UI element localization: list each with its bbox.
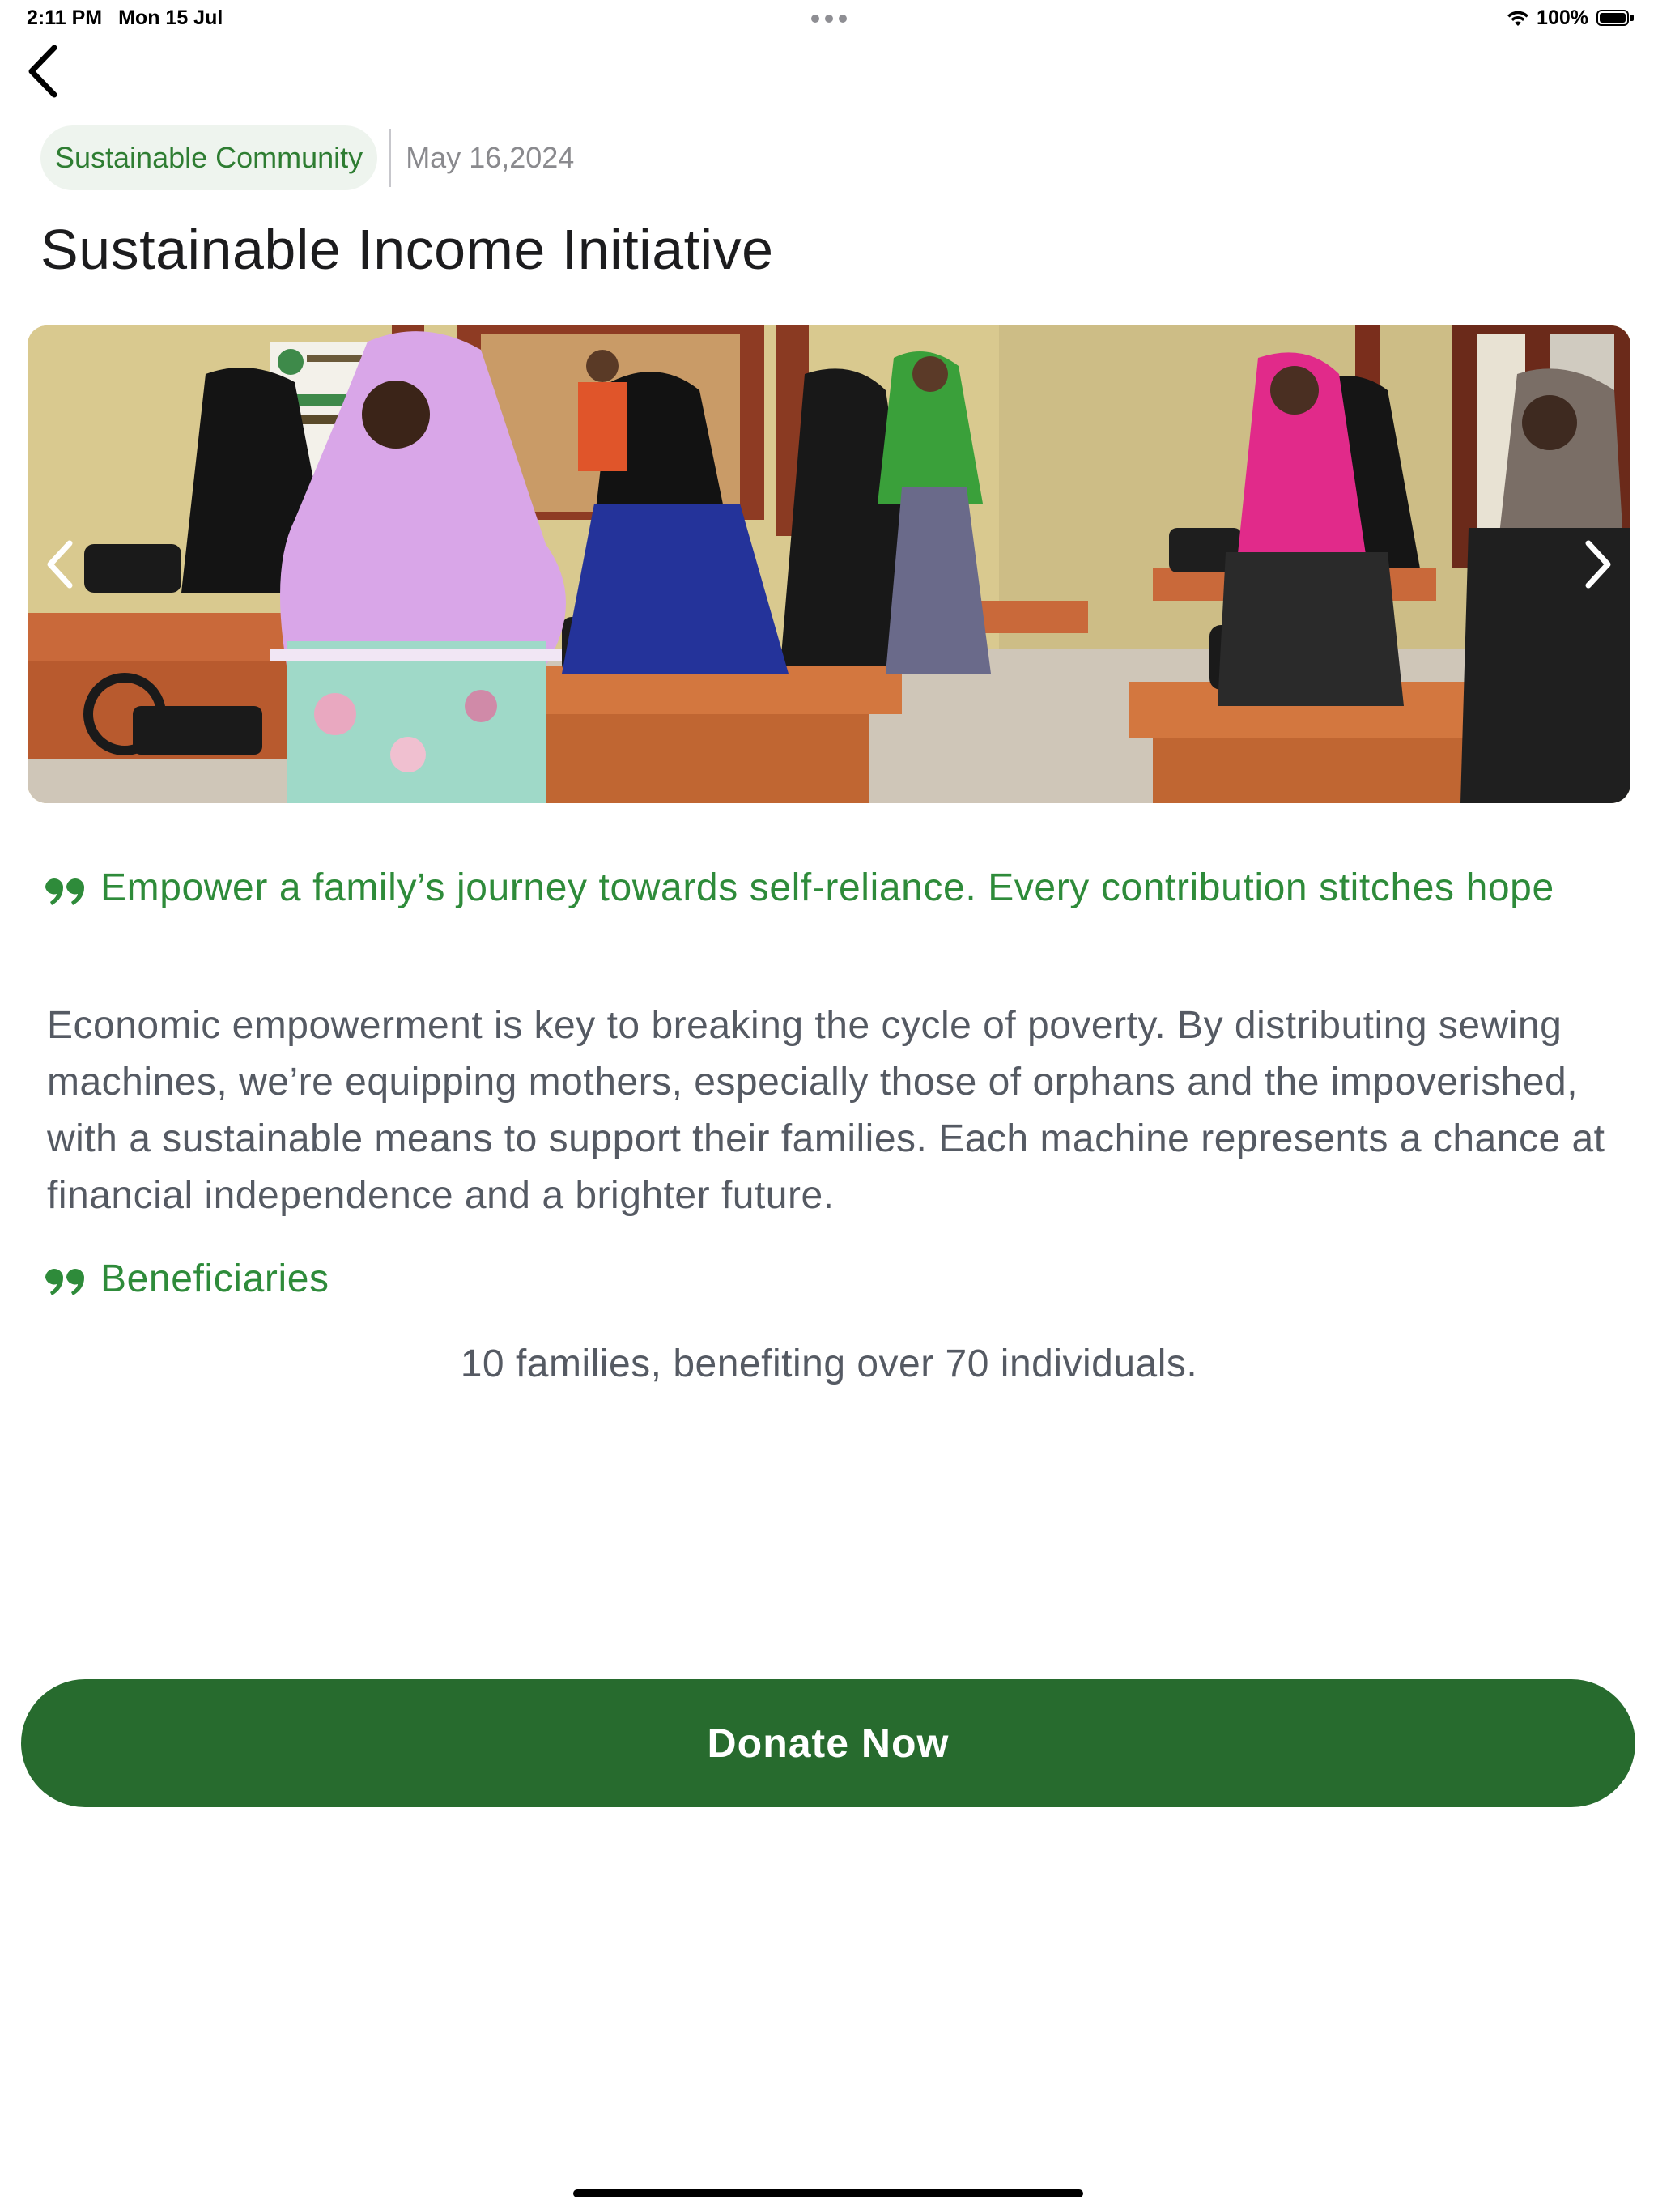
back-button[interactable] bbox=[18, 40, 66, 101]
multitasking-dots-icon[interactable] bbox=[811, 15, 847, 23]
donate-now-button[interactable]: Donate Now bbox=[21, 1679, 1635, 1807]
beneficiaries-value: 10 families, benefiting over 70 individuals. bbox=[460, 1342, 1198, 1385]
quote-text: Empower a family’s journey towards self-reliance. Every contribution stitches hope bbox=[100, 866, 1554, 909]
status-time-date bbox=[27, 6, 239, 30]
status-date: Mon 15 Jul bbox=[118, 6, 223, 29]
status-bar bbox=[0, 0, 1658, 39]
quote-block bbox=[42, 860, 1621, 917]
battery-icon bbox=[1596, 10, 1634, 28]
status-time: 2:11 PM bbox=[27, 6, 103, 29]
category-tag[interactable]: Sustainable Community bbox=[40, 125, 377, 190]
beneficiaries-label: Beneficiaries bbox=[100, 1257, 329, 1300]
carousel-image bbox=[28, 325, 1630, 803]
status-indicators bbox=[1506, 6, 1634, 30]
page-title: Sustainable Income Initiative bbox=[40, 218, 774, 281]
battery-percentage: 100% bbox=[1537, 6, 1588, 29]
chevron-left-icon bbox=[44, 538, 76, 590]
chevron-left-icon bbox=[25, 45, 59, 98]
beneficiaries-heading bbox=[42, 1251, 329, 1308]
description-text: Economic empowerment is key to breaking the cycle of poverty. By distributing sewing machines, we’re equipping mothers, especially those of orphans and the impoverished, with a sustainable means to support their families. Each machine represents a chance at financial independence and a brighter future. bbox=[47, 1004, 1605, 1217]
image-carousel[interactable] bbox=[28, 325, 1630, 803]
carousel-prev-button[interactable] bbox=[28, 524, 92, 605]
chevron-right-icon bbox=[1582, 538, 1614, 590]
carousel-next-button[interactable] bbox=[1566, 524, 1630, 605]
quote-icon bbox=[42, 1263, 87, 1295]
publish-date: May 16,2024 bbox=[406, 141, 575, 174]
wifi-icon bbox=[1506, 10, 1530, 28]
meta-row bbox=[40, 125, 574, 190]
divider bbox=[389, 129, 391, 187]
quote-icon bbox=[42, 873, 87, 905]
home-indicator[interactable] bbox=[573, 2189, 1083, 2197]
